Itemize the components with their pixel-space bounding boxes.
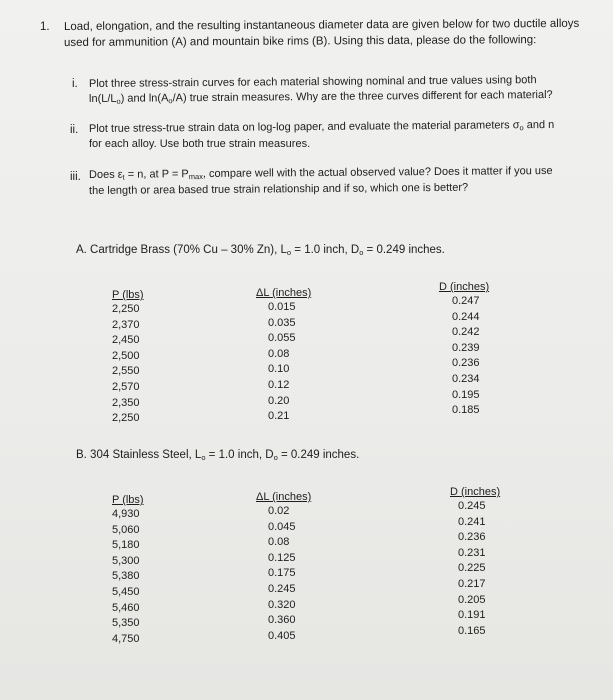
table-cell-elongation: 0.175 xyxy=(268,567,296,580)
table-cell-diameter: 0.165 xyxy=(458,624,486,637)
table-cell-diameter: 0.247 xyxy=(452,295,480,307)
part-i-line-1: Plot three stress-strain curves for each material showing nominal and true values using both xyxy=(88,74,537,90)
table-cell-diameter: 0.234 xyxy=(452,372,480,385)
table-cell-diameter: 0.205 xyxy=(458,593,486,606)
part-ii-line-2: for each alloy. Use both true strain measures. xyxy=(89,138,311,150)
table-cell-diameter: 0.217 xyxy=(458,577,486,590)
table-cell-diameter: 0.239 xyxy=(452,341,480,354)
material-a-elongation-column xyxy=(256,286,311,425)
table-cell-load: 5,180 xyxy=(112,539,140,552)
table-cell-elongation: 0.015 xyxy=(268,301,296,313)
part-iii-line-1: Does $\varepsilon_t = n$, at $P = P_{max}$, compare well with the actual observed value? Does it matter if you use xyxy=(88,164,553,182)
material-b-elongation-column xyxy=(256,490,311,644)
material-b-diameter-header: D (inches) xyxy=(450,486,501,498)
table-cell-diameter: 0.245 xyxy=(458,500,486,512)
table-cell-load: 5,380 xyxy=(112,570,140,583)
material-b-load-header: P (lbs) xyxy=(112,494,144,506)
table-cell-diameter: 0.242 xyxy=(452,326,480,339)
part-iii-marker: iii. xyxy=(70,171,81,183)
table-cell-diameter: 0.231 xyxy=(458,546,486,559)
table-cell-elongation: 0.12 xyxy=(268,378,290,391)
material-a-load-values xyxy=(112,302,144,427)
table-cell-load: 5,460 xyxy=(112,601,140,614)
part-ii-line-1: Plot true stress-true strain data on log-log paper, and evaluate the material parameters $\sigma_o$ and n xyxy=(88,118,555,135)
material-b-diameter-values xyxy=(450,499,500,639)
table-cell-diameter: 0.236 xyxy=(452,357,480,370)
table-cell-load: 2,570 xyxy=(112,380,140,393)
material-a-load-column xyxy=(112,288,144,427)
material-a-diameter-values xyxy=(439,294,489,419)
part-ii-marker: ii. xyxy=(70,124,79,136)
table-cell-load: 2,370 xyxy=(112,318,140,331)
table-cell-elongation: 0.20 xyxy=(268,394,290,407)
table-cell-elongation: 0.055 xyxy=(268,332,296,345)
table-cell-diameter: 0.185 xyxy=(452,404,480,417)
material-b-load-values xyxy=(112,507,144,647)
table-cell-elongation: 0.245 xyxy=(268,582,296,595)
table-cell-load: 2,250 xyxy=(112,412,140,425)
part-i-marker: i. xyxy=(72,78,78,90)
question-number: 1. xyxy=(40,21,50,33)
table-cell-load: 5,300 xyxy=(112,554,140,567)
table-cell-load: 5,060 xyxy=(112,523,140,536)
material-a-title: A. Cartridge Brass (70% Cu – 30% Zn), $L_o = 1.0$ inch, $D_o = 0.249$ inches. xyxy=(76,244,445,257)
part-i-line-2: $\ln(L/L_o)$ and $\ln(A_o/A)$ true strain measures. Why are the three curves different for each material? xyxy=(88,88,553,106)
table-cell-elongation: 0.360 xyxy=(268,614,296,627)
material-b-load-column xyxy=(112,493,144,647)
material-a-elongation-values xyxy=(256,300,311,425)
material-b-diameter-column xyxy=(450,485,500,639)
table-cell-elongation: 0.08 xyxy=(268,347,290,360)
table-cell-load: 4,930 xyxy=(112,508,140,520)
part-iii-line-2: the length or area based true strain relationship and if so, which one is better? xyxy=(88,181,469,197)
table-cell-elongation: 0.21 xyxy=(268,410,290,423)
table-cell-load: 5,450 xyxy=(112,585,140,598)
material-a-diameter-column xyxy=(439,280,489,419)
material-b-elongation-values xyxy=(256,504,311,644)
table-cell-load: 2,550 xyxy=(112,365,140,378)
table-cell-diameter: 0.241 xyxy=(458,515,486,528)
material-b-elongation-header: ΔL (inches) xyxy=(256,491,312,503)
table-cell-diameter: 0.195 xyxy=(452,388,480,401)
table-cell-elongation: 0.405 xyxy=(268,629,296,642)
table-cell-load: 2,250 xyxy=(112,303,140,315)
table-cell-diameter: 0.236 xyxy=(458,531,486,544)
material-b-title: B. 304 Stainless Steel, $L_o = 1.0$ inch, $D_o = 0.249$ inches. xyxy=(76,449,360,462)
table-cell-elongation: 0.08 xyxy=(268,536,290,549)
material-a-diameter-header: D (inches) xyxy=(439,281,490,293)
question-intro-line-1: Load, elongation, and the resulting instantaneous diameter data are given below for two ductile alloys xyxy=(63,17,580,33)
table-cell-elongation: 0.045 xyxy=(268,520,296,533)
table-cell-diameter: 0.244 xyxy=(452,310,480,323)
table-cell-load: 4,750 xyxy=(112,632,140,645)
table-cell-diameter: 0.225 xyxy=(458,562,486,575)
table-cell-elongation: 0.035 xyxy=(268,316,296,329)
table-cell-load: 2,350 xyxy=(112,396,140,409)
table-cell-elongation: 0.02 xyxy=(268,505,290,517)
table-cell-elongation: 0.125 xyxy=(268,551,296,564)
material-a-load-header: P (lbs) xyxy=(112,289,144,301)
table-cell-load: 5,350 xyxy=(112,617,140,630)
question-intro-line-2: used for ammunition (A) and mountain bike rims (B). Using this data, please do the following: xyxy=(63,34,537,49)
table-cell-diameter: 0.191 xyxy=(458,609,486,622)
material-a-elongation-header: ΔL (inches) xyxy=(256,287,312,299)
table-cell-elongation: 0.320 xyxy=(268,598,296,611)
table-cell-load: 2,500 xyxy=(112,349,140,362)
table-cell-load: 2,450 xyxy=(112,334,140,347)
table-cell-elongation: 0.10 xyxy=(268,363,290,376)
